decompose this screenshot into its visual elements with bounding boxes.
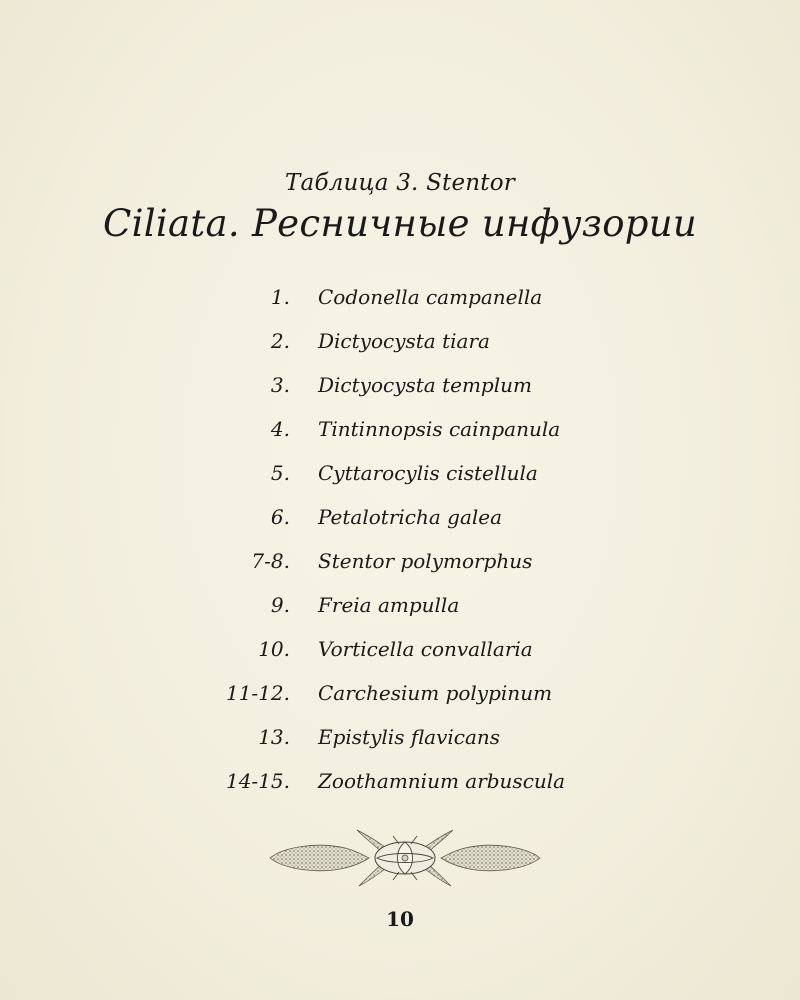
species-number: 14-15. bbox=[225, 769, 290, 793]
species-list bbox=[0, 282, 800, 810]
species-name: Stentor polymorphus bbox=[318, 549, 533, 573]
species-number: 7-8. bbox=[251, 549, 290, 573]
species-name: Cyttarocylis cistellula bbox=[318, 461, 538, 485]
species-name: Dictyocysta tiara bbox=[318, 329, 490, 353]
list-item bbox=[0, 546, 800, 590]
list-item bbox=[0, 722, 800, 766]
list-item bbox=[0, 634, 800, 678]
list-item bbox=[0, 590, 800, 634]
list-item bbox=[0, 678, 800, 722]
species-name: Epistylis flavicans bbox=[318, 725, 501, 749]
list-item bbox=[0, 326, 800, 370]
species-name: Carchesium polypinum bbox=[318, 681, 553, 705]
species-number: 9. bbox=[270, 593, 290, 617]
page-title: Ciliata. Ресничные инфузории bbox=[102, 202, 698, 245]
species-number: 4. bbox=[270, 417, 290, 441]
list-item bbox=[0, 414, 800, 458]
species-number: 10. bbox=[258, 637, 290, 661]
species-name: Petalotricha galea bbox=[318, 505, 503, 529]
species-number: 6. bbox=[270, 505, 290, 529]
species-name: Zoothamnium arbuscula bbox=[318, 769, 566, 793]
species-name: Tintinnopsis cainpanula bbox=[318, 417, 561, 441]
list-item bbox=[0, 282, 800, 326]
species-name: Codonella campanella bbox=[318, 285, 543, 309]
species-name: Dictyocysta templum bbox=[318, 373, 532, 397]
species-name: Vorticella convallaria bbox=[318, 637, 533, 661]
list-item bbox=[0, 766, 800, 810]
list-item bbox=[0, 502, 800, 546]
species-number: 3. bbox=[270, 373, 290, 397]
plate-subtitle: Таблица 3. Stentor bbox=[285, 170, 515, 196]
species-number: 13. bbox=[258, 725, 290, 749]
radiolarian-ornament-icon bbox=[265, 822, 545, 892]
list-item bbox=[0, 370, 800, 414]
species-number: 11-12. bbox=[225, 681, 290, 705]
list-item bbox=[0, 458, 800, 502]
species-number: 5. bbox=[270, 461, 290, 485]
species-number: 2. bbox=[270, 329, 290, 353]
page-number: 10 bbox=[386, 907, 414, 931]
species-number: 1. bbox=[270, 285, 290, 309]
species-name: Freia ampulla bbox=[318, 593, 460, 617]
